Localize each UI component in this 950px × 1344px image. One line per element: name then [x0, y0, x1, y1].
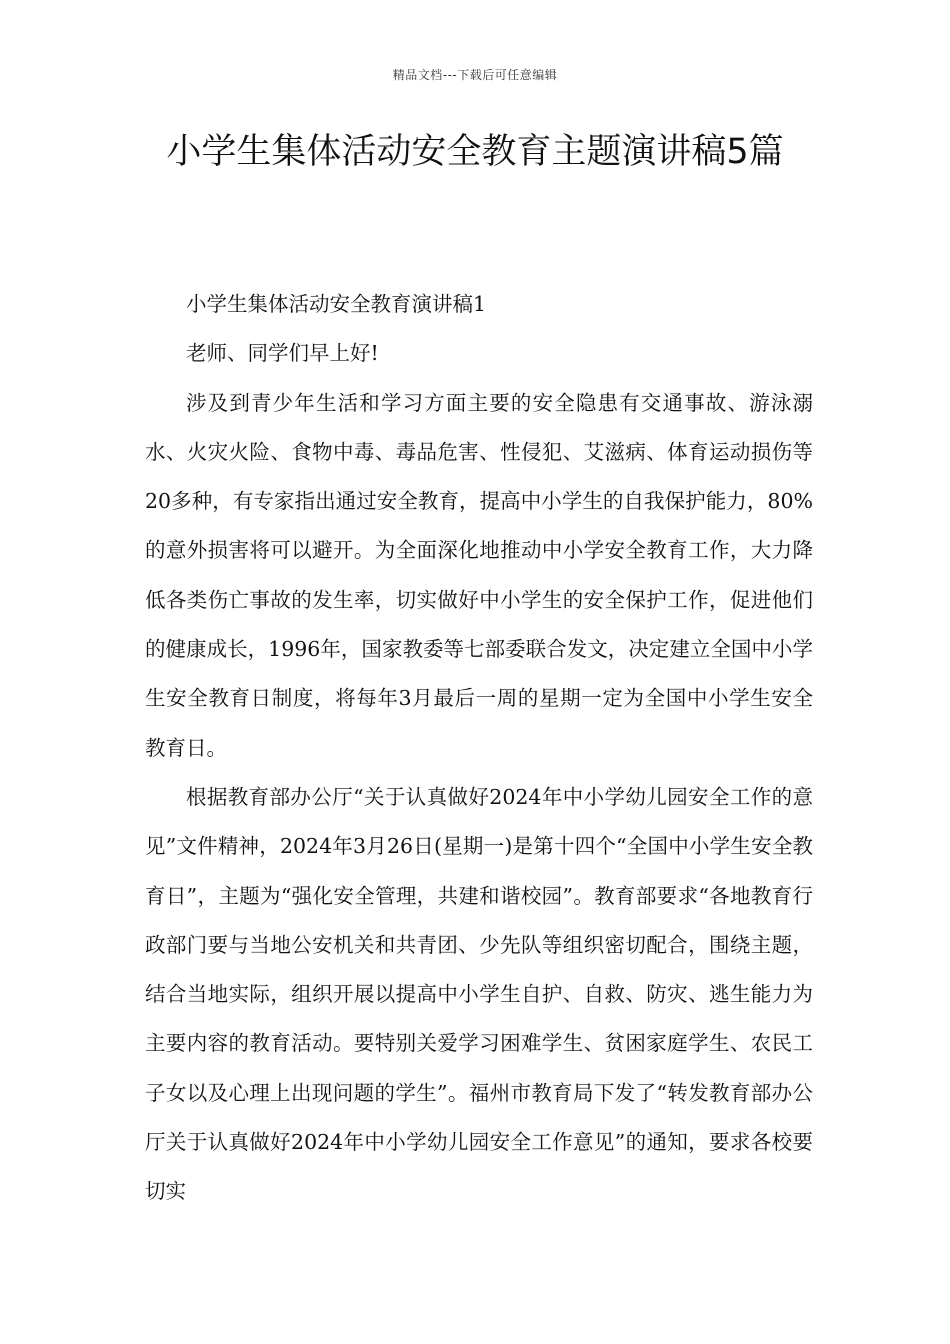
- body-paragraph: 根据教育部办公厅“关于认真做好2024年中小学幼儿园安全工作的意见”文件精神，2024年3月26日(星期一)是第十四个“全国中小学生安全教育日”，主题为“强化安全管理，共建和谐校园”。教育部要求“各地教育行政部门要与当地公安机关和共青团、少先队等组织密切配合，围绕主题，结合当地实际，组织开展以提高中小学生自护、自救、防灾、逃生能力为主要内容的教育活动。要特别关爱学习困难学生、贫困家庭学生、农民工子女以及心理上出现问题的学生”。福州市教育局下发了“转发教育部办公厅关于认真做好2024年中小学幼儿园安全工作意见”的通知，要求各校要切实: [145, 784, 813, 1204]
- document-title: 小学生集体活动安全教育主题演讲稿5篇: [166, 132, 784, 172]
- document-body: [145, 280, 813, 1217]
- header-note: 精品文档---下载后可任意编辑: [392, 68, 558, 82]
- greeting-paragraph: 老师、同学们早上好!: [186, 341, 379, 366]
- section-heading: 小学生集体活动安全教育演讲稿1: [186, 292, 487, 316]
- body-paragraph: 涉及到青少年生活和学习方面主要的安全隐患有交通事故、游泳溺水、火灾火险、食物中毒、毒品危害、性侵犯、艾滋病、体育运动损伤等20多种，有专家指出通过安全教育，提高中小学生的自我保护能力，80%的意外损害将可以避开。为全面深化地推动中小学安全教育工作，大力降低各类伤亡事故的发生率，切实做好中小学生的安全保护工作，促进他们的健康成长，1996年，国家教委等七部委联合发文，决定建立全国中小学生安全教育日制度，将每年3月最后一周的星期一定为全国中小学生安全教育日。: [145, 390, 813, 760]
